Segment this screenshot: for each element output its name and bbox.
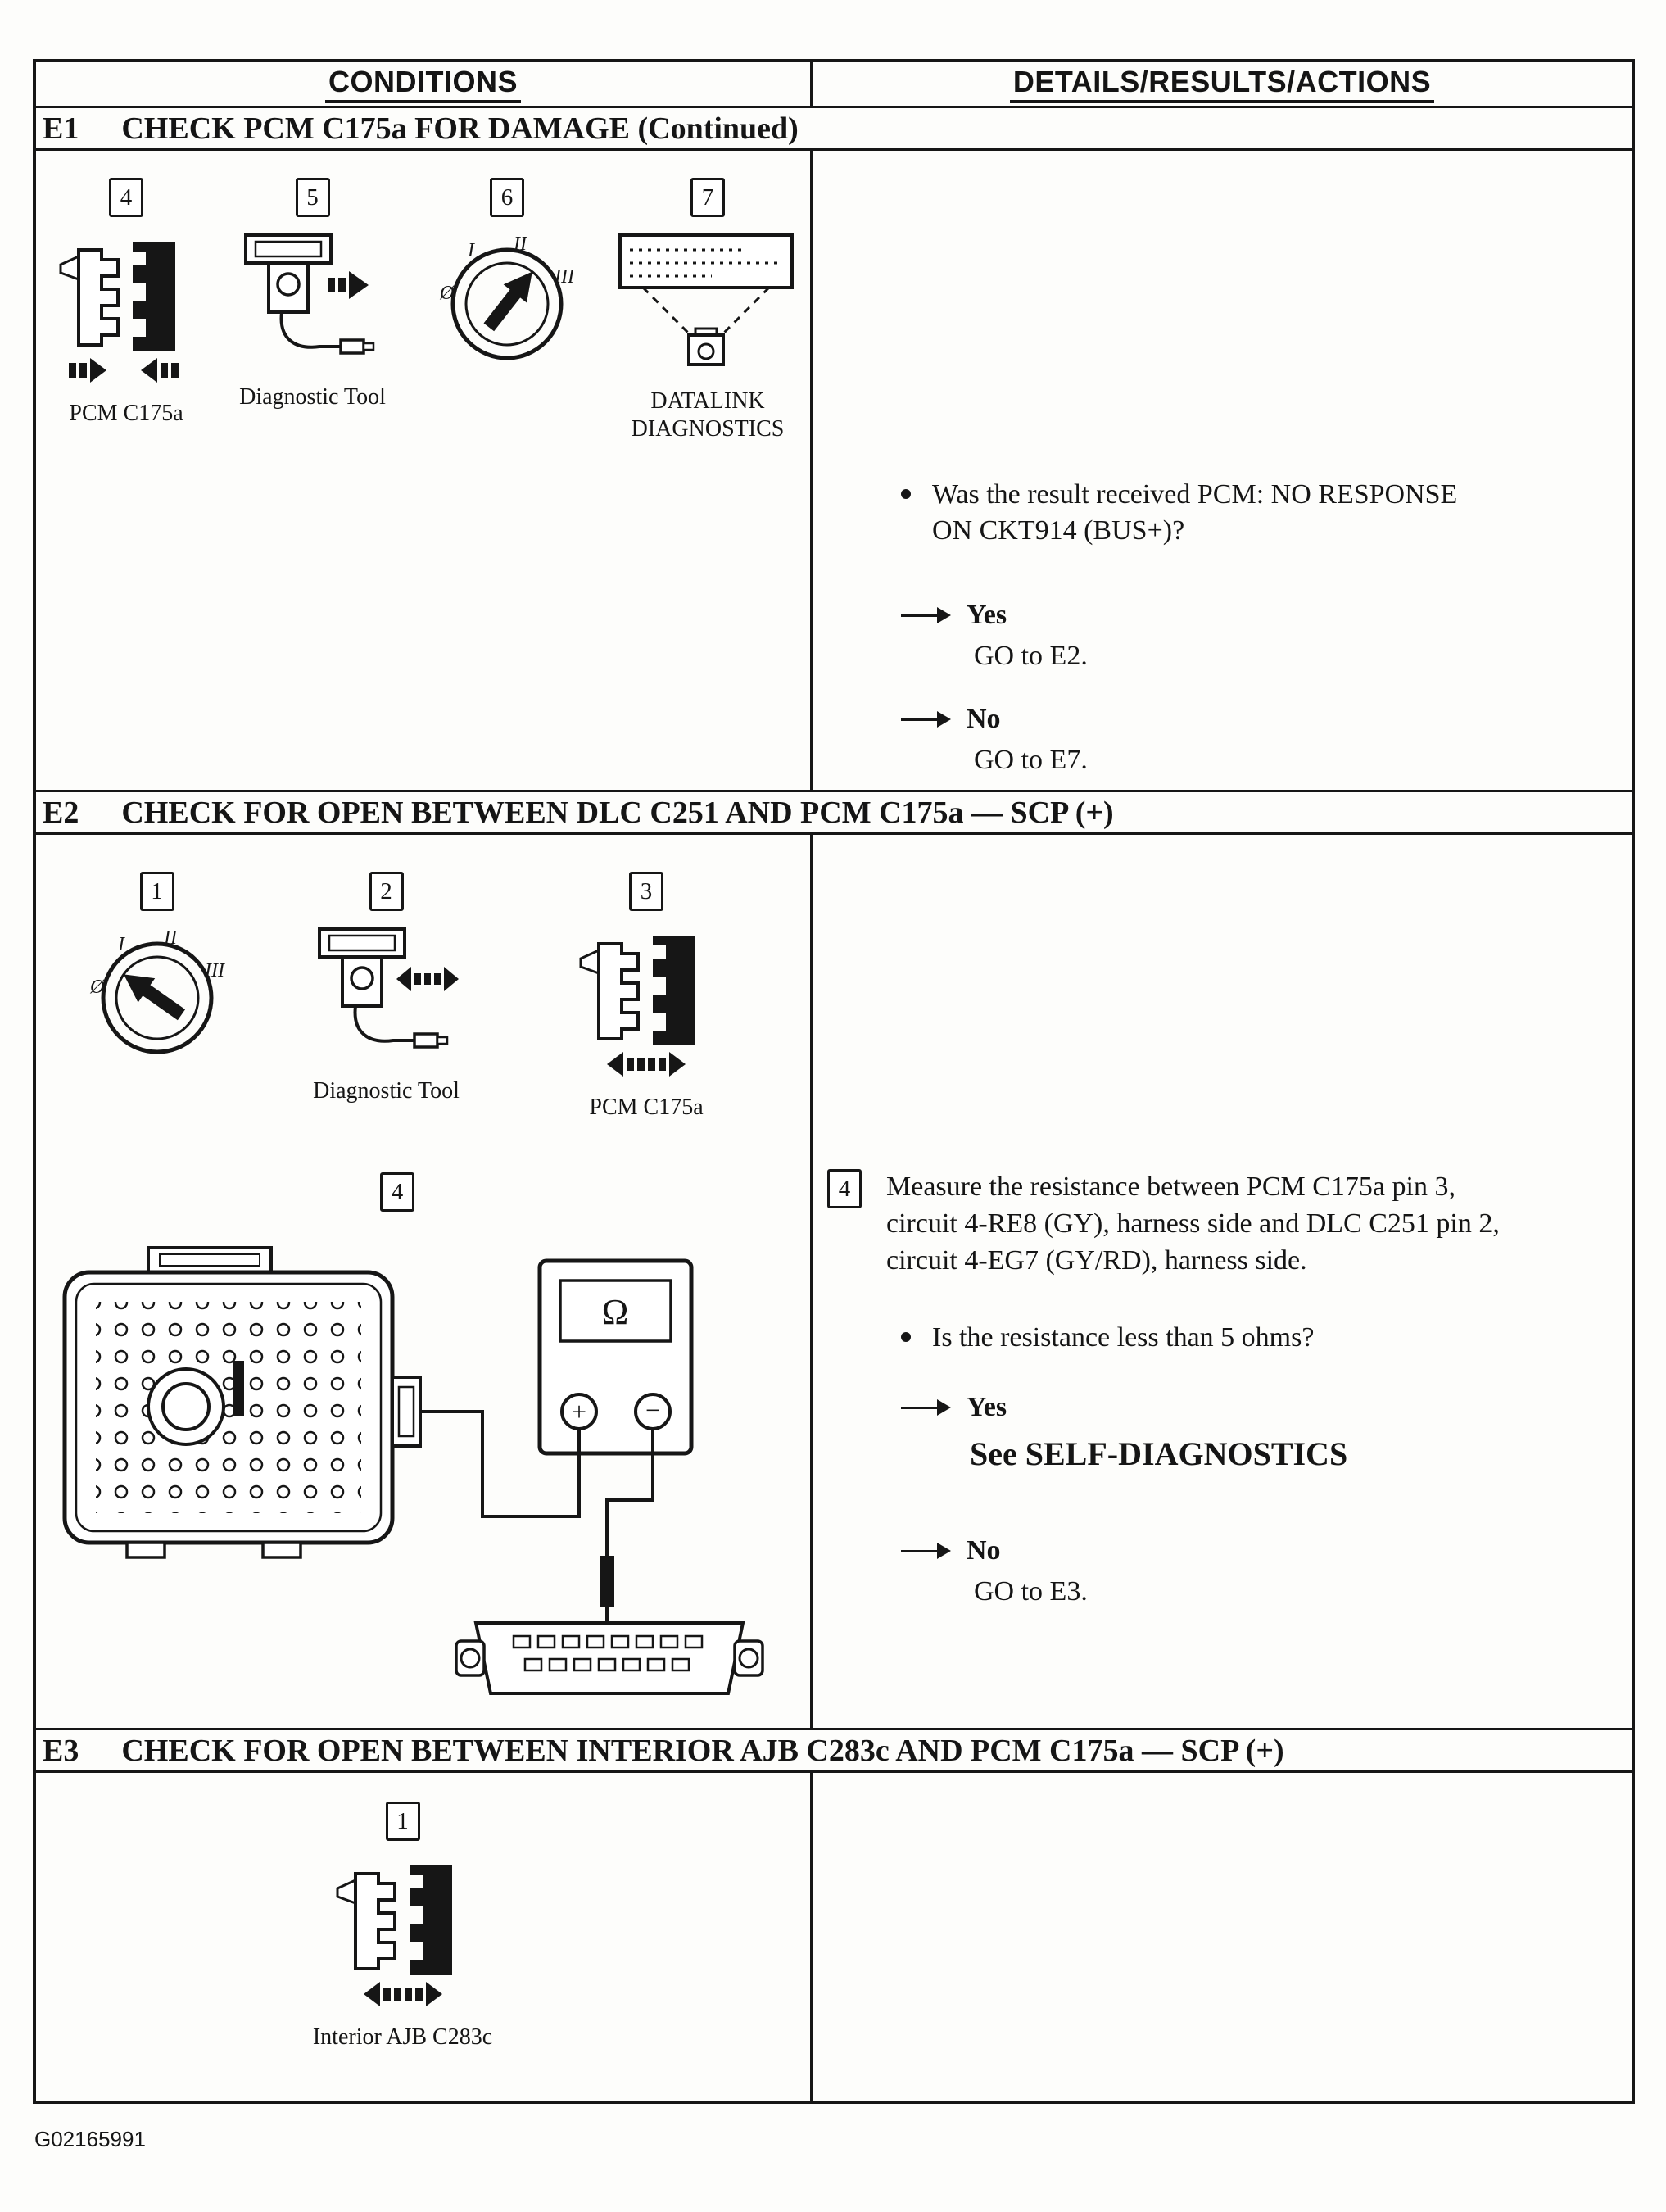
e1-no-label: No <box>967 704 1001 734</box>
e3-ajb-badge: 1 <box>386 1802 420 1841</box>
e1-no-row <box>901 704 1001 735</box>
plus-terminal-label: + <box>571 1397 587 1426</box>
e2-details-cell <box>813 835 1632 1728</box>
double-arrow-icon <box>396 967 459 991</box>
e2-step-text: Measure the resistance between PCM C175a pin 3, circuit 4-RE8 (GY), harness side and DLC C251 pin 2, circuit 4-EG7 (GY/RD), harness side. <box>886 1172 1500 1276</box>
goto-arrow-icon <box>901 1550 939 1552</box>
section-e2-title-row <box>36 792 1632 835</box>
section-e2-id: E2 <box>43 795 79 830</box>
e2-no-label: No <box>967 1535 1001 1566</box>
ignition-switch-icon <box>84 922 231 1070</box>
diagnostic-tool-icon <box>231 229 395 372</box>
ignition-off-label: Ø <box>89 977 104 998</box>
e2-step-row <box>827 1169 1533 1280</box>
ignition-ii-label: II <box>163 927 177 949</box>
ignition-i-label: I <box>117 934 124 955</box>
ignition-switch-icon <box>433 229 581 376</box>
ohmmeter <box>540 1261 691 1453</box>
section-e3-id: E3 <box>43 1733 79 1768</box>
e1-yes-label: Yes <box>967 600 1007 630</box>
e2-step-badge: 4 <box>827 1169 862 1208</box>
ignition-i-label: I <box>468 240 474 261</box>
ohm-symbol: Ω <box>601 1292 629 1332</box>
table-header-row <box>36 62 1632 108</box>
section-e1-content-row <box>36 151 1632 792</box>
e3-conditions-cell <box>36 1773 813 2101</box>
minus-terminal-label: − <box>645 1395 661 1425</box>
resistance-measurement-figure <box>57 1238 794 1721</box>
pcm-connector-icon <box>573 922 720 1082</box>
e1-yes-action: GO to E2. <box>974 641 1088 671</box>
details-header-cell <box>813 62 1632 106</box>
conditions-header-cell <box>36 62 813 106</box>
e2-yes-label: Yes <box>967 1392 1007 1422</box>
diagnostic-procedure-table <box>33 59 1635 2104</box>
e1-ignition-badge: 6 <box>490 178 524 217</box>
diagnostic-tool-icon <box>305 922 469 1066</box>
conditions-header: CONDITIONS <box>325 65 521 103</box>
probe-tip <box>600 1556 614 1607</box>
ignition-ii-label: II <box>514 233 527 255</box>
section-e2-title: CHECK FOR OPEN BETWEEN DLC C251 AND PCM C175a — SCP (+) <box>121 795 1114 830</box>
e1-tool-badge: 5 <box>296 178 330 217</box>
probe-pin <box>233 1361 244 1416</box>
e1-yes-row <box>901 600 1007 631</box>
e1-datalink-badge: 7 <box>690 178 725 217</box>
e1-question: Was the result received PCM: NO RESPONSE ON CKT914 (BUS+)? <box>932 479 1458 546</box>
e1-no-action: GO to E7. <box>974 745 1088 775</box>
e1-ignition-icon-group <box>433 178 581 376</box>
e1-datalink-label <box>632 388 785 442</box>
section-e3-title: CHECK FOR OPEN BETWEEN INTERIOR AJB C283c AND PCM C175a — SCP (+) <box>121 1733 1284 1768</box>
e2-pcm-icon-group <box>573 872 720 1122</box>
e2-yes-action: See SELF-DIAGNOSTICS <box>970 1435 1348 1472</box>
e1-pcm-icon-group <box>52 178 200 428</box>
e1-tool-label: Diagnostic Tool <box>239 384 386 410</box>
e2-ignition-badge: 1 <box>140 872 174 911</box>
e2-ignition-icon-group <box>81 872 233 1070</box>
ignition-off-label: Ø <box>440 283 455 304</box>
datalink-diagnostics-icon <box>613 229 802 376</box>
ignition-iii-label: III <box>555 266 574 288</box>
e2-step-badge-left: 4 <box>380 1172 414 1212</box>
double-arrow-icon <box>364 1982 442 2006</box>
section-e3-content-row <box>36 1773 1632 2101</box>
section-e3-title-row <box>36 1730 1632 1773</box>
dlc-connector <box>456 1623 763 1693</box>
figure-id: G02165991 <box>34 2127 146 2151</box>
ajb-connector-icon <box>329 1852 477 2012</box>
e3-details-cell <box>813 1773 1632 2101</box>
e2-no-action: GO to E3. <box>974 1576 1088 1607</box>
e2-question-row <box>901 1320 1491 1356</box>
e2-question: Is the resistance less than 5 ohms? <box>932 1322 1315 1353</box>
mating-arrows-icon <box>69 358 179 383</box>
ignition-iii-label: III <box>204 960 224 981</box>
details-header: DETAILS/RESULTS/ACTIONS <box>1010 65 1434 103</box>
pcm-connector-icon <box>52 229 200 388</box>
e2-yes-row <box>901 1392 1007 1423</box>
e1-datalink-label-line2: DIAGNOSTICS <box>631 415 785 442</box>
section-e2-content-row <box>36 835 1632 1730</box>
bullet-icon <box>901 489 911 499</box>
e1-question-row <box>901 477 1474 549</box>
e3-ajb-icon-group <box>312 1802 493 2051</box>
e2-pcm-badge: 3 <box>629 872 663 911</box>
e1-pcm-badge: 4 <box>109 178 143 217</box>
section-e1-id: E1 <box>43 111 79 146</box>
bullet-icon <box>901 1332 911 1342</box>
e1-datalink-label-line1: DATALINK <box>650 388 765 414</box>
e2-tool-badge: 2 <box>369 872 404 911</box>
e1-pcm-label: PCM C175a <box>69 401 183 426</box>
section-e1-title: CHECK PCM C175a FOR DAMAGE (Continued) <box>121 111 799 146</box>
e2-conditions-cell <box>36 835 813 1728</box>
insert-arrow-icon <box>328 271 369 299</box>
double-arrow-icon <box>607 1052 686 1077</box>
goto-arrow-icon <box>901 718 939 721</box>
goto-arrow-icon <box>901 1407 939 1409</box>
e1-datalink-icon-group <box>630 178 785 442</box>
e3-ajb-label: Interior AJB C283c <box>312 2024 493 2050</box>
goto-arrow-icon <box>901 614 939 617</box>
e2-tool-label: Diagnostic Tool <box>313 1078 460 1104</box>
connector-pin-grid <box>96 1302 361 1513</box>
e2-pcm-label: PCM C175a <box>589 1095 704 1120</box>
e2-no-row <box>901 1535 1001 1566</box>
section-e1-title-row <box>36 108 1632 151</box>
e1-tool-icon-group <box>237 178 388 411</box>
e1-conditions-cell <box>36 151 813 790</box>
e2-tool-icon-group <box>310 872 462 1105</box>
e1-details-cell <box>813 151 1632 790</box>
